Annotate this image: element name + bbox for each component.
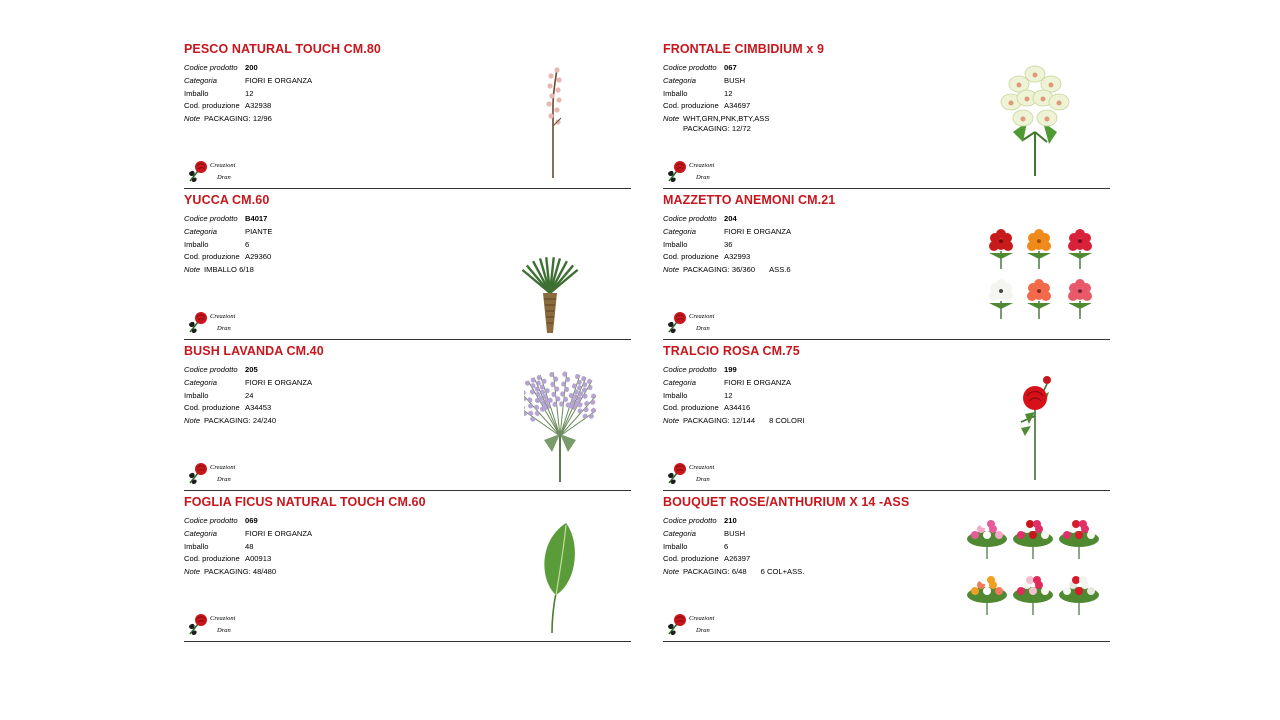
categoria-value: FIORI E ORGANZA: [724, 377, 792, 387]
imballo-value: 12: [245, 88, 254, 98]
cod-produzione-label: Cod. produzione: [663, 403, 719, 413]
categoria-row: [663, 377, 805, 390]
cod-produzione-label: Cod. produzione: [184, 403, 240, 413]
categoria-label: Categoria: [184, 75, 217, 85]
product-card-205: [184, 344, 631, 491]
rose-stem-icon: [1013, 368, 1057, 480]
imballo-row: [184, 390, 312, 403]
note-line: [683, 416, 805, 426]
note-row: [663, 113, 769, 134]
categoria-label: Categoria: [184, 377, 217, 387]
note-line: [204, 114, 272, 124]
imballo-label: Imballo: [184, 390, 209, 400]
logo-text-line2: Dran: [217, 174, 231, 181]
cod-produzione-row: [663, 553, 804, 566]
categoria-row: [184, 226, 272, 239]
codice-row: [663, 364, 805, 377]
logo-text-line2: Dran: [696, 476, 710, 483]
imballo-value: 36: [724, 239, 733, 249]
product-details: [663, 62, 769, 134]
note-extra: 8 COLORI: [769, 416, 805, 426]
note-label: Note: [663, 567, 680, 577]
rose-logo-icon: [186, 612, 212, 638]
categoria-row: [184, 528, 312, 541]
note-text: PACKAGING: 24/240: [204, 416, 277, 426]
cod-produzione-label: Cod. produzione: [184, 252, 240, 262]
cod-produzione-label: Cod. produzione: [663, 101, 719, 111]
creazioni-dran-logo: [186, 612, 246, 638]
note-values: [683, 264, 791, 277]
note-line: [683, 567, 804, 577]
codice-row: [663, 213, 791, 226]
imballo-value: 6: [245, 239, 250, 249]
note-extra: ASS.6: [769, 265, 791, 275]
imballo-value: 48: [245, 541, 254, 551]
logo-text-line2: Dran: [696, 325, 710, 332]
codice-label: Codice prodotto: [184, 214, 238, 223]
note-label: Note: [184, 567, 201, 577]
note-values: [683, 113, 769, 134]
imballo-label: Imballo: [663, 390, 688, 400]
product-details: [184, 62, 312, 126]
cod-produzione-row: [663, 402, 805, 415]
note-values: [204, 415, 276, 428]
logo-text-line1: Creazioni: [689, 162, 715, 169]
logo-text-line2: Dran: [217, 325, 231, 332]
creazioni-dran-logo: [665, 159, 725, 185]
codice-value: 210: [724, 516, 737, 525]
rose-logo-icon: [186, 310, 212, 336]
note-row: [663, 264, 791, 277]
imballo-label: Imballo: [663, 239, 688, 249]
categoria-label: Categoria: [184, 528, 217, 538]
note-values: [683, 566, 804, 579]
cod-produzione-label: Cod. produzione: [663, 554, 719, 564]
note-row: [184, 264, 272, 277]
logo-text-line2: Dran: [217, 476, 231, 483]
cod-produzione-value: A34453: [245, 403, 272, 413]
categoria-value: FIORI E ORGANZA: [245, 75, 313, 85]
codice-row: [184, 364, 312, 377]
imballo-label: Imballo: [184, 239, 209, 249]
categoria-label: Categoria: [184, 226, 217, 236]
logo-text-line2: Dran: [217, 627, 231, 634]
categoria-label: Categoria: [663, 528, 696, 538]
creazioni-dran-logo: [665, 310, 725, 336]
codice-value: 205: [245, 365, 258, 374]
note-line: [683, 124, 769, 134]
codice-value: 067: [724, 63, 737, 72]
imballo-row: [663, 541, 804, 554]
categoria-row: [663, 75, 769, 88]
categoria-value: BUSH: [724, 528, 746, 538]
categoria-row: [663, 528, 804, 541]
codice-row: [184, 213, 272, 226]
logo-text-line1: Creazioni: [210, 615, 236, 622]
product-title: FRONTALE CIMBIDIUM x 9: [663, 42, 824, 56]
cymbidium-orchid-bush-icon: [993, 62, 1077, 176]
cod-produzione-value: A34416: [724, 403, 751, 413]
note-values: [683, 415, 805, 428]
rose-logo-icon: [665, 461, 691, 487]
logo-text-line1: Creazioni: [689, 313, 715, 320]
product-card-B4017: [184, 193, 631, 340]
product-card-067: [663, 42, 1110, 189]
note-label: Note: [184, 114, 201, 124]
yucca-plant-icon: [519, 253, 581, 333]
product-details: [184, 364, 312, 428]
cod-produzione-label: Cod. produzione: [663, 252, 719, 262]
product-title: FOGLIA FICUS NATURAL TOUCH CM.60: [184, 495, 426, 509]
product-title: TRALCIO ROSA CM.75: [663, 344, 800, 358]
note-label: Note: [663, 416, 680, 426]
creazioni-dran-logo: [186, 159, 246, 185]
rose-anthurium-bouquets-icon: [967, 517, 1103, 619]
imballo-row: [663, 88, 769, 101]
rose-logo-icon: [186, 159, 212, 185]
note-text: PACKAGING: 12/96: [204, 114, 272, 124]
cod-produzione-value: A32938: [245, 101, 272, 111]
imballo-value: 6: [724, 541, 729, 551]
note-row: [663, 566, 804, 579]
ficus-leaf-icon: [538, 521, 582, 633]
note-label: Note: [184, 416, 201, 426]
product-details: [184, 213, 272, 277]
categoria-row: [184, 377, 312, 390]
creazioni-dran-logo: [665, 612, 725, 638]
note-label: Note: [663, 114, 680, 124]
note-extra: 6 COL+ASS.: [760, 567, 805, 577]
imballo-row: [184, 541, 312, 554]
cod-produzione-label: Cod. produzione: [184, 554, 240, 564]
note-text: PACKAGING: 12/144: [683, 416, 756, 426]
note-text: PACKAGING: 6/48: [683, 567, 747, 577]
codice-label: Codice prodotto: [663, 516, 717, 525]
categoria-value: FIORI E ORGANZA: [245, 528, 313, 538]
categoria-label: Categoria: [663, 377, 696, 387]
rose-logo-icon: [665, 159, 691, 185]
codice-label: Codice prodotto: [663, 214, 717, 223]
note-values: [204, 566, 276, 579]
note-row: [663, 415, 805, 428]
categoria-value: BUSH: [724, 75, 746, 85]
note-text: PACKAGING: 48/480: [204, 567, 277, 577]
product-card-199: [663, 344, 1110, 491]
product-card-200: [184, 42, 631, 189]
product-card-069: [184, 495, 631, 642]
imballo-row: [184, 239, 272, 252]
note-row: [184, 566, 312, 579]
logo-text-line1: Creazioni: [210, 313, 236, 320]
product-title: YUCCA CM.60: [184, 193, 270, 207]
imballo-value: 24: [245, 390, 254, 400]
note-row: [184, 113, 312, 126]
imballo-value: 12: [724, 390, 733, 400]
note-values: [204, 264, 254, 277]
product-title: BOUQUET ROSE/ANTHURIUM X 14 -ASS: [663, 495, 910, 509]
note-text: WHT,GRN,PNK,BTY,ASS: [683, 114, 770, 124]
note-line: [683, 265, 791, 275]
codice-row: [663, 515, 804, 528]
cod-produzione-row: [663, 100, 769, 113]
product-details: [663, 213, 791, 277]
cod-produzione-value: A00913: [245, 554, 272, 564]
codice-row: [184, 515, 312, 528]
product-details: [663, 515, 804, 579]
rose-logo-icon: [665, 310, 691, 336]
logo-text-line1: Creazioni: [689, 464, 715, 471]
codice-value: 069: [245, 516, 258, 525]
categoria-row: [663, 226, 791, 239]
logo-text-line2: Dran: [696, 174, 710, 181]
codice-label: Codice prodotto: [184, 516, 238, 525]
lavender-bush-icon: [524, 364, 596, 482]
cod-produzione-value: A34697: [724, 101, 751, 111]
categoria-label: Categoria: [663, 226, 696, 236]
note-line: [204, 567, 276, 577]
categoria-label: Categoria: [663, 75, 696, 85]
logo-text-line1: Creazioni: [210, 162, 236, 169]
codice-value: 204: [724, 214, 737, 223]
codice-label: Codice prodotto: [663, 365, 717, 374]
product-details: [184, 515, 312, 579]
categoria-value: FIORI E ORGANZA: [724, 226, 792, 236]
note-text: IMBALLO 6/18: [204, 265, 254, 275]
note-values: [204, 113, 272, 126]
cod-produzione-value: A29360: [245, 252, 272, 262]
categoria-value: PIANTE: [245, 226, 273, 236]
cod-produzione-value: A32993: [724, 252, 751, 262]
note-text: PACKAGING: 12/72: [683, 124, 751, 134]
categoria-value: FIORI E ORGANZA: [245, 377, 313, 387]
product-title: PESCO NATURAL TOUCH CM.80: [184, 42, 381, 56]
product-title: BUSH LAVANDA CM.40: [184, 344, 324, 358]
cod-produzione-row: [184, 100, 312, 113]
rose-logo-icon: [665, 612, 691, 638]
imballo-label: Imballo: [663, 88, 688, 98]
codice-value: B4017: [245, 214, 268, 223]
imballo-row: [663, 239, 791, 252]
cod-produzione-row: [184, 553, 312, 566]
logo-text-line1: Creazioni: [689, 615, 715, 622]
note-text: PACKAGING: 36/360: [683, 265, 756, 275]
imballo-label: Imballo: [184, 88, 209, 98]
categoria-row: [184, 75, 312, 88]
codice-value: 200: [245, 63, 258, 72]
creazioni-dran-logo: [186, 461, 246, 487]
creazioni-dran-logo: [665, 461, 725, 487]
note-line: [204, 416, 276, 426]
codice-label: Codice prodotto: [184, 365, 238, 374]
note-label: Note: [663, 265, 680, 275]
cod-produzione-row: [184, 402, 312, 415]
codice-row: [663, 62, 769, 75]
creazioni-dran-logo: [186, 310, 246, 336]
imballo-label: Imballo: [663, 541, 688, 551]
product-title: MAZZETTO ANEMONI CM.21: [663, 193, 836, 207]
imballo-row: [663, 390, 805, 403]
rose-logo-icon: [186, 461, 212, 487]
note-label: Note: [184, 265, 201, 275]
imballo-row: [184, 88, 312, 101]
codice-row: [184, 62, 312, 75]
product-card-210: [663, 495, 1110, 642]
product-details: [663, 364, 805, 428]
note-row: [184, 415, 312, 428]
note-line: [204, 265, 254, 275]
codice-value: 199: [724, 365, 737, 374]
codice-label: Codice prodotto: [184, 63, 238, 72]
cod-produzione-row: [184, 251, 272, 264]
imballo-value: 12: [724, 88, 733, 98]
peach-blossom-stem-icon: [539, 66, 569, 178]
cod-produzione-row: [663, 251, 791, 264]
product-card-204: [663, 193, 1110, 340]
anemone-bunches-icon: [985, 229, 1103, 325]
note-line: [683, 114, 769, 124]
cod-produzione-label: Cod. produzione: [184, 101, 240, 111]
cod-produzione-value: A26397: [724, 554, 751, 564]
logo-text-line2: Dran: [696, 627, 710, 634]
codice-label: Codice prodotto: [663, 63, 717, 72]
imballo-label: Imballo: [184, 541, 209, 551]
logo-text-line1: Creazioni: [210, 464, 236, 471]
